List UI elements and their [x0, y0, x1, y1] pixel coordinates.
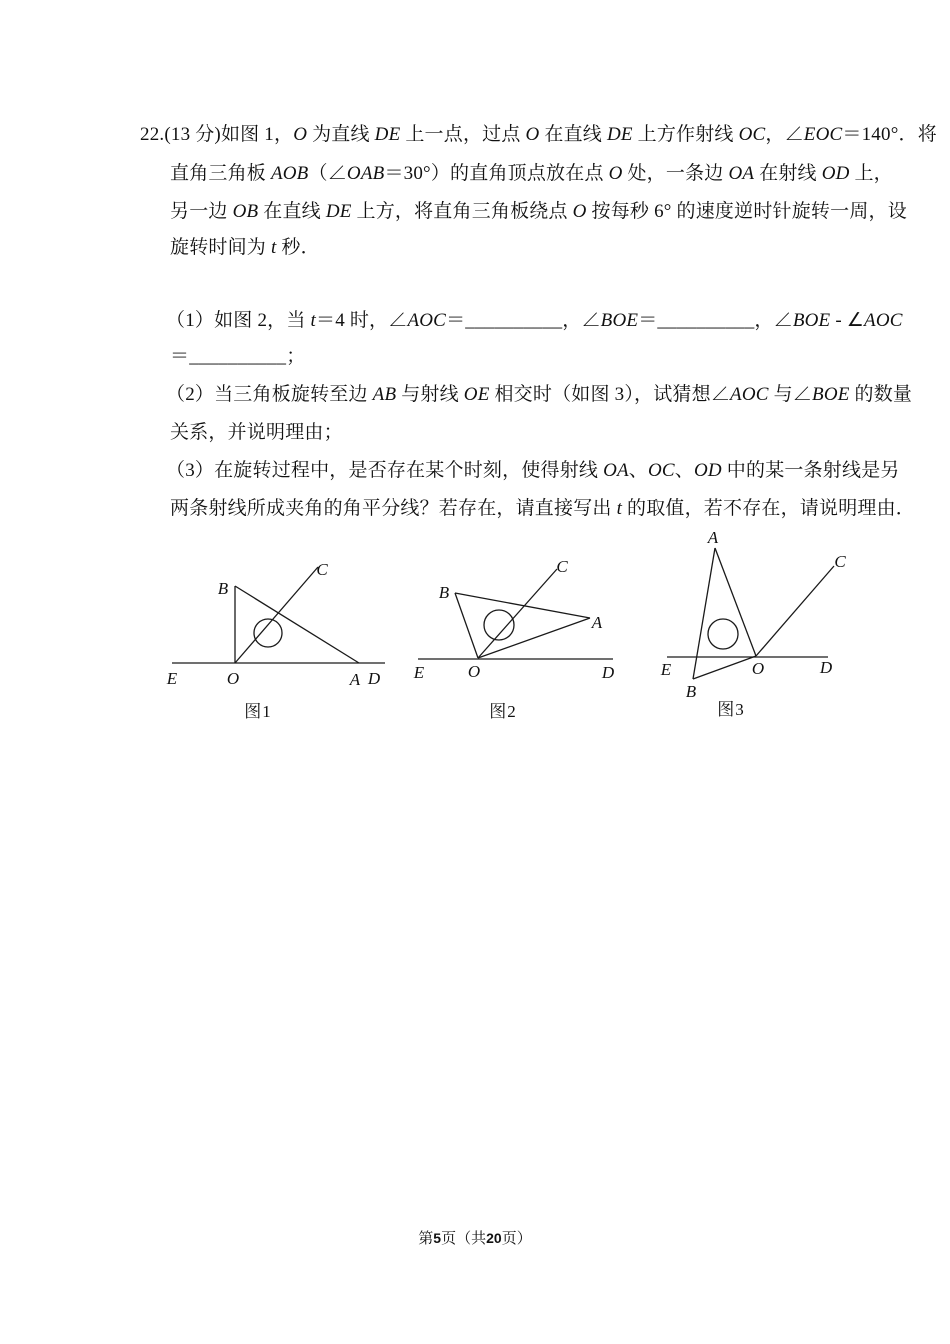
figure-3-label-O: O	[751, 659, 765, 678]
figure-3-ray-OC	[756, 566, 834, 656]
subquestion-1-line-1: （1）如图 2，当 t＝4 时，∠AOC＝__________，∠BOE＝__________，∠BOE - ∠AOC	[166, 310, 903, 331]
page-footer	[418, 1227, 531, 1248]
figure-2-edge-OA	[478, 618, 590, 658]
figure-3-edge-OB	[693, 656, 756, 679]
problem-statement-line-4: 旋转时间为 t 秒．	[170, 237, 320, 258]
figure-2-label-O: O	[467, 662, 481, 681]
footer-total-pages: 20	[486, 1230, 502, 1246]
figure-1-label-O: O	[226, 669, 240, 688]
figure-2-label-C: C	[556, 557, 568, 576]
figure-2-label-A: A	[591, 613, 603, 632]
figure-3-label-B: B	[685, 682, 697, 701]
figure-3	[650, 525, 870, 710]
figure-2-caption: 图2	[489, 702, 517, 721]
figure-1	[150, 545, 395, 695]
figure-3-caption: 图3	[717, 700, 745, 719]
figure-2-label-D: D	[601, 663, 615, 682]
problem-statement-line-1: 22.(13 分)如图 1，O 为直线 DE 上一点，过点 O 在直线 DE 上方作射线 OC，∠EOC＝140°．将	[140, 124, 937, 145]
figure-1-label-E: E	[166, 669, 178, 688]
subquestion-1-line-2: ＝__________；	[170, 346, 306, 367]
figure-1-drawing	[150, 545, 395, 695]
figure-1-ray-OC	[235, 567, 318, 663]
figure-2-edge-OB	[455, 593, 478, 658]
figure-3-label-A: A	[707, 528, 719, 547]
figure-1-label-D: D	[367, 669, 381, 688]
footer-suffix: 页）	[501, 1231, 532, 1247]
figure-1-caption: 图1	[244, 702, 272, 721]
figure-2-drawing	[400, 545, 630, 695]
figure-2-label-E: E	[413, 663, 425, 682]
figure-3-edge-AO	[715, 548, 756, 656]
figure-1-label-C: C	[316, 560, 328, 579]
footer-prefix: 第	[418, 1231, 434, 1247]
figure-3-rotation-circle	[708, 619, 738, 649]
figure-3-edge-AB	[693, 548, 715, 679]
problem-statement-line-3: 另一边 OB 在直线 DE 上方，将直角三角板绕点 O 按每秒 6° 的速度逆时针旋转一周，设	[170, 201, 907, 222]
subquestion-3-line-2: 两条射线所成夹角的角平分线？若存在，请直接写出 t 的取值，若不存在，请说明理由．	[170, 498, 915, 519]
figure-3-label-D: D	[819, 658, 833, 677]
problem-statement-line-2: 直角三角板 AOB（∠OAB＝30°）的直角顶点放在点 O 处，一条边 OA 在射线 OD 上，	[170, 163, 893, 184]
figure-2-rotation-circle	[484, 610, 514, 640]
figure-2	[400, 545, 630, 695]
footer-page-number: 5	[433, 1230, 442, 1246]
figure-3-label-E: E	[660, 660, 672, 679]
figure-2-edge-BA	[455, 593, 590, 618]
subquestion-3-line-1: （3）在旋转过程中，是否存在某个时刻，使得射线 OA、OC、OD 中的某一条射线是另	[166, 460, 900, 481]
subquestion-2-line-2: 关系，并说明理由；	[170, 422, 343, 443]
figure-1-edge-BA	[235, 586, 359, 663]
footer-mid: 页（共	[441, 1231, 487, 1247]
subquestion-2-line-1: （2）当三角板旋转至边 AB 与射线 OE 相交时（如图 3），试猜想∠AOC 与∠BOE 的数量	[166, 384, 913, 405]
figure-1-rotation-circle	[254, 619, 282, 647]
figure-3-drawing	[650, 525, 870, 710]
figure-1-label-B: B	[217, 579, 229, 598]
figure-3-label-C: C	[834, 552, 846, 571]
figure-2-label-B: B	[438, 583, 450, 602]
figure-1-label-A: A	[349, 670, 361, 689]
